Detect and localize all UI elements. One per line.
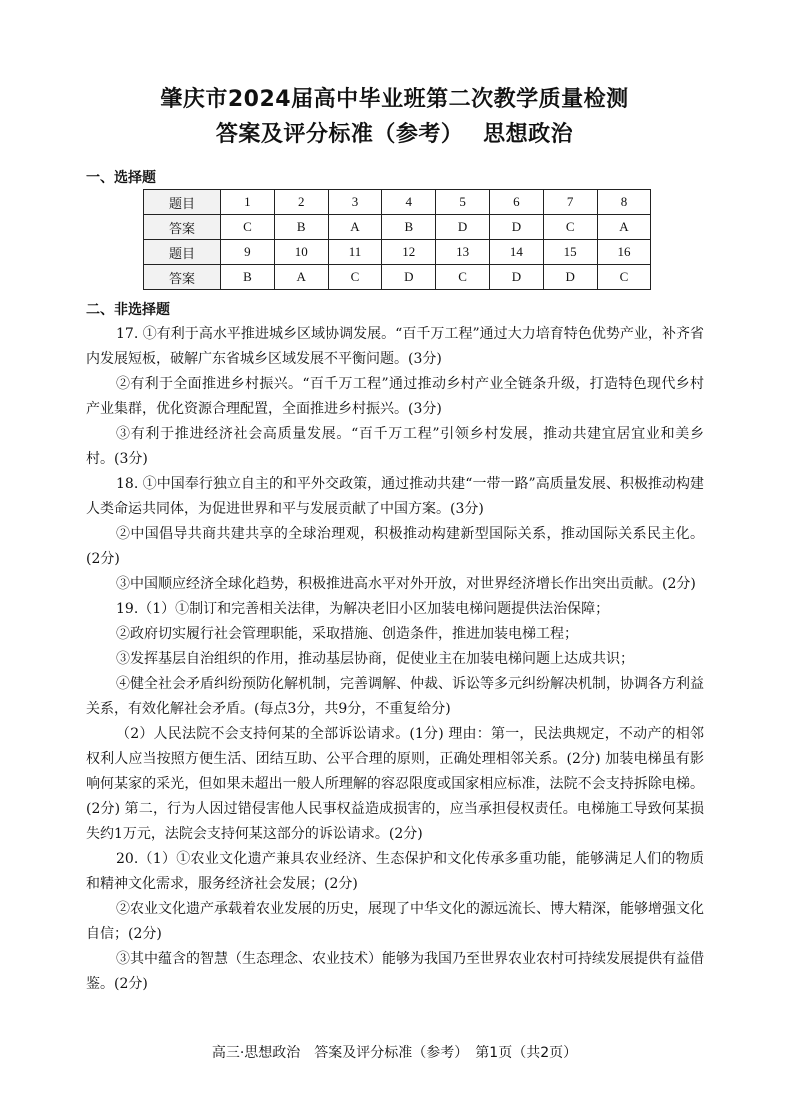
table-cell: 7 [543, 190, 597, 215]
table-cell: B [274, 215, 328, 240]
answer-paragraph: ②中国倡导共商共建共享的全球治理观，积极推动构建新型国际关系，推动国际关系民主化。(2分) [86, 526, 704, 567]
table-cell: A [274, 265, 328, 290]
table-cell: 4 [382, 190, 436, 215]
table-cell: B [382, 215, 436, 240]
table-cell: 9 [221, 240, 275, 265]
table-cell: 5 [436, 190, 490, 215]
table-cell: 6 [489, 190, 543, 215]
table-cell: C [221, 215, 275, 240]
answer-paragraph: ③有利于推进经济社会高质量发展。“百千万工程”引领乡村发展，推动共建宜居宜业和美乡村。(3分) [86, 426, 704, 467]
answer-paragraph: ②农业文化遗产承载着农业发展的历史，展现了中华文化的源远流长、博大精深，能够增强文化自信；(2分) [86, 901, 704, 942]
answer-table [143, 189, 651, 290]
answer-paragraph: ③中国顺应经济全球化趋势，积极推进高水平对外开放，对世界经济增长作出突出贡献。(2分) [116, 576, 696, 592]
answer-paragraph: ③其中蕴含的智慧（生态理念、农业技术）能够为我国乃至世界农业农村可持续发展提供有益借鉴。(2分) [86, 951, 704, 992]
table-cell: A [328, 215, 382, 240]
answer-paragraph: ④健全社会矛盾纠纷预防化解机制，完善调解、仲裁、诉讼等多元纠纷解决机制，协调各方利益关系，有效化解社会矛盾。(每点3分，共9分，不重复给分) [86, 676, 704, 717]
table-cell: 10 [274, 240, 328, 265]
answer-paragraph: （2）人民法院不会支持何某的全部诉讼请求。(1分) 理由：第一，民法典规定，不动产的相邻权利人应当按照方便生活、团结互助、公平合理的原则，正确处理相邻关系。(2分) 加装电梯虽有影响何某家的采光，但如果未超出一般人所理解的容忍限度或国家相应标准，法院不会支持拆除电梯。(2分) 第二，行为人因过错侵害他人民事权益造成损害的，应当承担侵权责任。电梯施工导致何某损失约1万元，法院会支持何某这部分的诉讼请求。(2分) [86, 726, 704, 842]
answer-paragraph: 17. ①有利于高水平推进城乡区域协调发展。“百千万工程”通过大力培育特色优势产业，补齐省内发展短板，破解广东省城乡区域发展不平衡问题。(3分) [86, 326, 704, 367]
document-title: 肇庆市2024届高中毕业班第二次教学质量检测 [160, 87, 629, 112]
table-row [144, 215, 651, 240]
table-cell: D [489, 265, 543, 290]
table-cell: 15 [543, 240, 597, 265]
section-heading-nonchoice: 二、非选择题 [86, 302, 170, 318]
table-cell: D [382, 265, 436, 290]
table-cell: 11 [328, 240, 382, 265]
table-row-label: 答案 [144, 215, 221, 240]
answer-paragraph: ②政府切实履行社会管理职能，采取措施、创造条件，推进加装电梯工程； [116, 626, 578, 642]
answer-body [86, 322, 704, 997]
table-cell: D [436, 215, 490, 240]
table-cell: A [597, 215, 651, 240]
answer-paragraph: 20.（1）①农业文化遗产兼具农业经济、生态保护和文化传承多重功能，能够满足人们的物质和精神文化需求，服务经济社会发展；(2分) [86, 851, 704, 892]
table-cell: 1 [221, 190, 275, 215]
table-cell: C [597, 265, 651, 290]
table-row-label: 题目 [144, 240, 221, 265]
document-subtitle: 答案及评分标准（参考） 思想政治 [215, 122, 574, 147]
table-cell: C [436, 265, 490, 290]
table-row [144, 190, 651, 215]
table-row-label: 答案 [144, 265, 221, 290]
table-cell: 8 [597, 190, 651, 215]
section-heading-choice: 一、选择题 [86, 170, 156, 186]
table-cell: 2 [274, 190, 328, 215]
table-row [144, 265, 651, 290]
table-cell: 12 [382, 240, 436, 265]
table-cell: 13 [436, 240, 490, 265]
table-cell: 14 [489, 240, 543, 265]
answer-paragraph: 18. ①中国奉行独立自主的和平外交政策，通过推动共建“一带一路”高质量发展、积极推动构建人类命运共同体，为促进世界和平与发展贡献了中国方案。(3分) [86, 476, 704, 517]
table-cell: D [543, 265, 597, 290]
answer-paragraph: ②有利于全面推进乡村振兴。“百千万工程”通过推动乡村产业全链条升级，打造特色现代乡村产业集群，优化资源合理配置，全面推进乡村振兴。(3分) [86, 376, 704, 417]
table-cell: D [489, 215, 543, 240]
answer-paragraph: ③发挥基层自治组织的作用，推动基层协商，促使业主在加装电梯问题上达成共识； [116, 651, 634, 667]
table-cell: C [543, 215, 597, 240]
table-row [144, 240, 651, 265]
table-cell: B [221, 265, 275, 290]
table-cell: 3 [328, 190, 382, 215]
table-cell: C [328, 265, 382, 290]
table-cell: 16 [597, 240, 651, 265]
table-row-label: 题目 [144, 190, 221, 215]
answer-paragraph: 19.（1）①制订和完善相关法律，为解决老旧小区加装电梯问题提供法治保障； [116, 601, 610, 617]
page-footer: 高三·思想政治 答案及评分标准（参考） 第1页（共2页） [211, 1045, 578, 1061]
